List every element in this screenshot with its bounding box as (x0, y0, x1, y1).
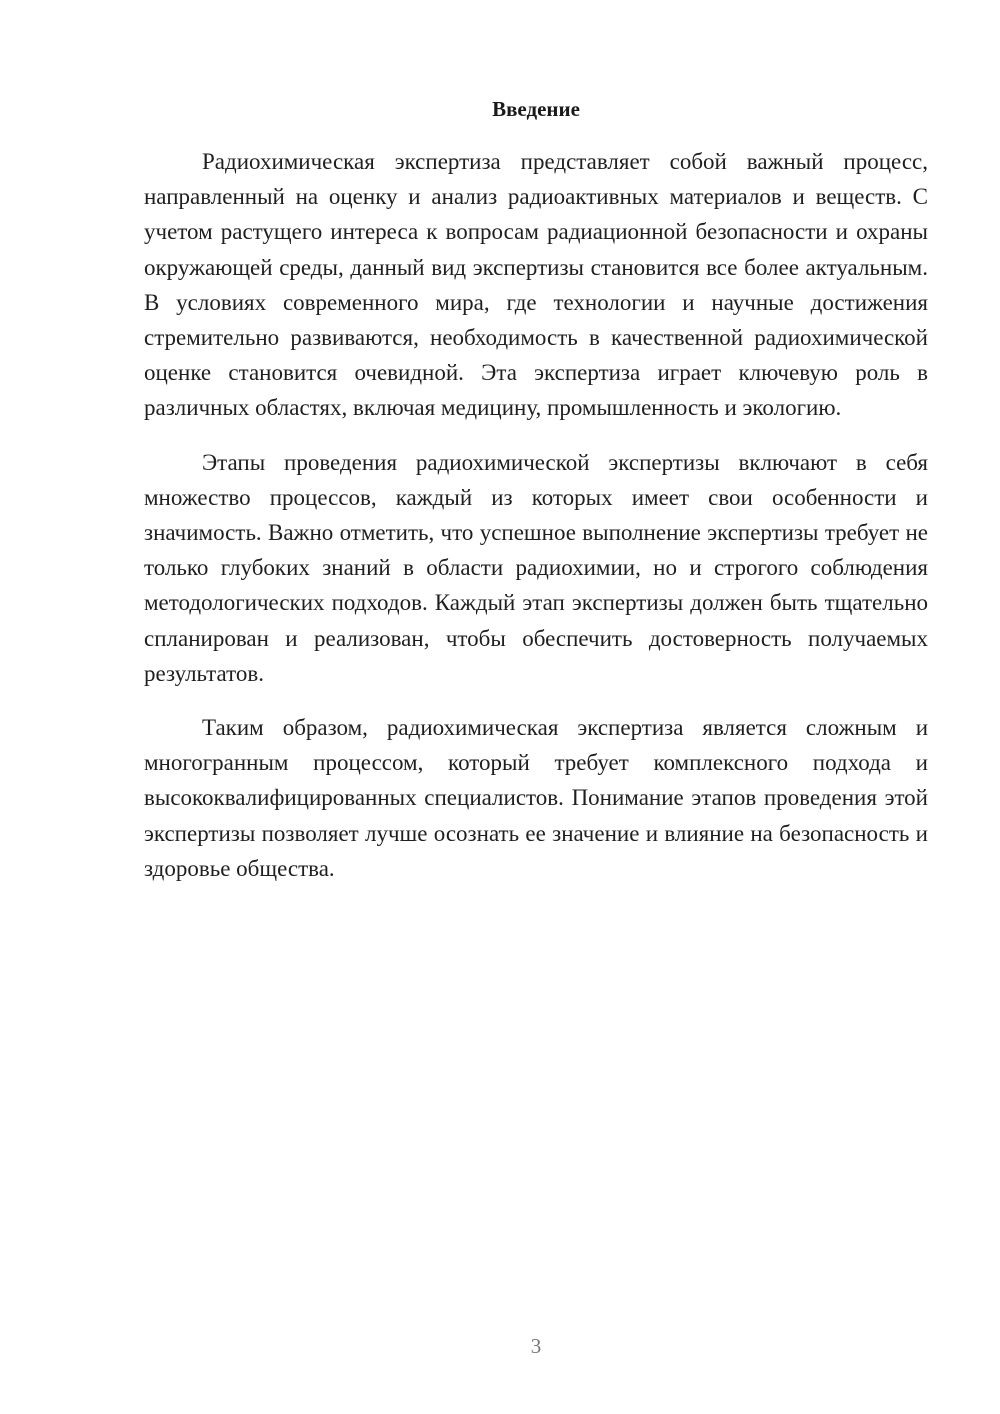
paragraph-intro: Радиохимическая экспертиза представляет собой важный процесс, направленный на оценку и анализ радиоактивных материалов и веществ. С учетом растущего интереса к вопросам радиационной безопасности и охраны окружающей среды, данный вид экспертизы становится все более актуальным. В условиях современного мира, где технологии и научные достижения стремительно развиваются, необходимость в качественной радиохимической оценке становится очевидной. Эта экспертиза играет ключевую роль в различных областях, включая медицину, промышленность и экологию. (144, 149, 928, 421)
section-heading: Введение (492, 97, 580, 121)
paragraph-stages: Этапы проведения радиохимической экспертизы включают в себя множество процессов, каждый из которых имеет свои особенности и значимость. Важно отметить, что успешное выполнение экспертизы требует не только глубоких знаний в области радиохимии, но и строгого соблюдения методологических подходов. Каждый этап экспертизы должен быть тщательно спланирован и реализован, чтобы обеспечить достоверность получаемых результатов. (144, 449, 928, 686)
paragraph-conclusion: Таким образом, радиохимическая экспертиза является сложным и многогранным процессом, который требует комплексного подхода и высококвалифицированных специалистов. Понимание этапов проведения этой экспертизы позволяет лучше осознать ее значение и влияние на безопасность и здоровье общества. (144, 715, 928, 881)
page-number: 3 (530, 1334, 542, 1358)
body-text (144, 144, 928, 905)
